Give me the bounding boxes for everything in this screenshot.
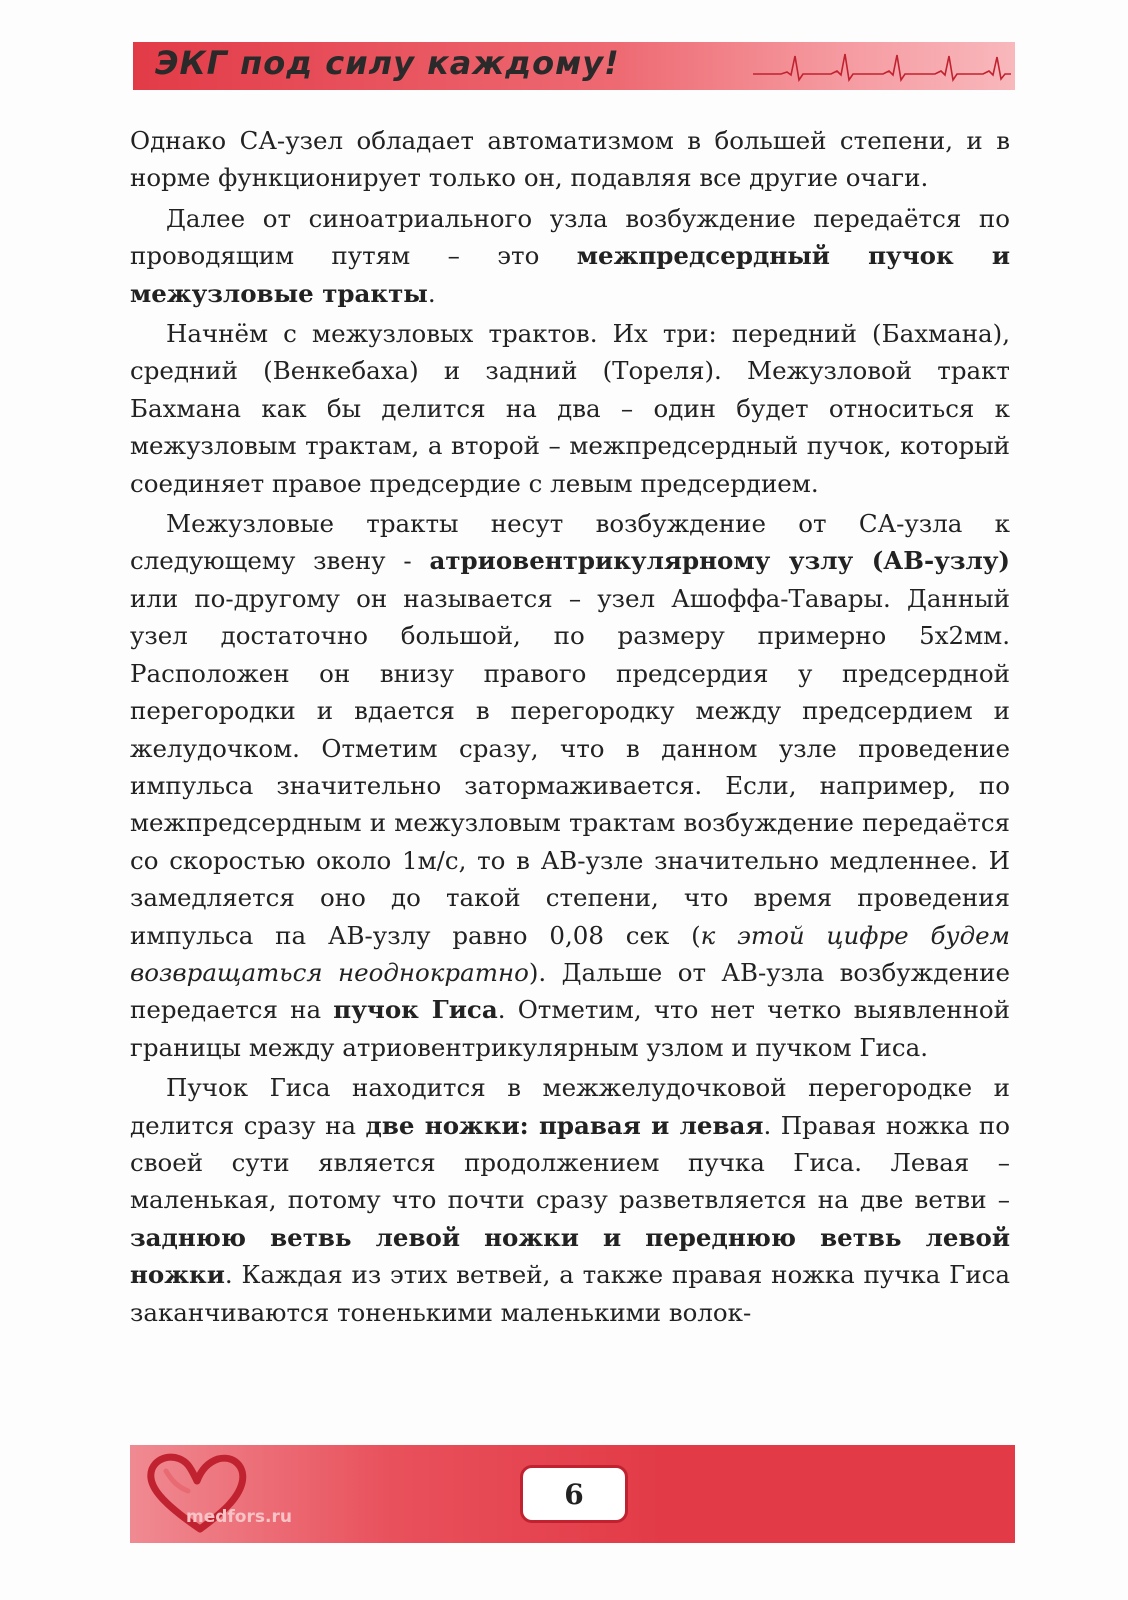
text-run: Далее от синоатриального узла возбуждение передаётся по проводящим путям – это [130, 203, 1010, 271]
header-title: ЭКГ под силу каждому! [155, 44, 620, 82]
bold-text: атриовентрикулярному узлу (АВ-узлу) [429, 546, 1011, 576]
text-run: . [427, 278, 436, 308]
text-run: Пучок Гиса находится в межжелудочковой перегородке и делится сразу на [130, 1073, 1010, 1140]
text-run: или по-другому он называется – узел Ашоффа-Тавары. Данный узел достаточно большой, по размеру примерно 5х2мм. Расположен он внизу правого предсердия у предсердной перегородки и вдается в перегородку между предсердием и желудочком. Отметим сразу, что в данном узле проведение импульса значительно затормаживается. Если, например, по межпредсердным и межузловым трактам возбуждение передаётся со скоростью около 1м/с, то в АВ-узле значительно медленнее. И замедляется оно до такой степени, что время проведения импульса па АВ-узлу равно 0,08 сек ( [130, 583, 1010, 950]
paragraph-4 [130, 505, 1010, 1066]
bold-text: заднюю ветвь левой ножки и переднюю ветвь левой ножки [130, 1222, 1010, 1290]
text-run: Однако СА-узел обладает автоматизмом в большей степени, и в норме функционирует только он, подавляя все другие очаги. [130, 126, 1010, 193]
heart-logo-icon [142, 1451, 292, 1541]
header-banner [133, 42, 1015, 90]
italic-text: к этой цифре будем возвращаться неоднократно [130, 920, 1010, 987]
paragraph-1 [130, 122, 1010, 197]
bold-text: две ножки: правая и левая [365, 1110, 764, 1140]
logo-text: medfors.ru [186, 1507, 292, 1527]
bold-text: пучок Гиса [333, 995, 498, 1025]
footer-banner [130, 1445, 1015, 1543]
text-run: . Отметим, что нет четко выявленной границы между атриовентрикулярным узлом и пучком Гиса. [130, 995, 1010, 1062]
bold-text: межпредсердный пучок и межузловые тракты [130, 241, 1010, 308]
text-run: . Каждая из этих ветвей, а также правая ножка пучка Гиса заканчиваются тоненькими маленькими волок- [130, 1260, 1010, 1327]
text-run: Начнём с межузловых трактов. Их три: передний (Бахмана), средний (Венкебаха) и задний (Тореля). Межузловой тракт Бахмана как бы делится на два – один будет относиться к межузловым трактам, а второй – межпредсердный пучок, который соединяет правое предсердие с левым предсердием. [130, 319, 1010, 498]
text-run: Межузловые тракты несут возбуждение от СА-узла к следующему звену - [130, 509, 1010, 576]
paragraph-2 [130, 200, 1010, 312]
page-number: 6 [520, 1465, 628, 1523]
text-run: ). Дальше от АВ-узла возбуждение передается на [130, 957, 1010, 1025]
paragraph-5 [130, 1069, 1010, 1331]
text-run: . Правая ножка по своей сути является продолжением пучка Гиса. Левая – маленькая, потому что почти сразу разветвляется на две ветви – [130, 1110, 1010, 1215]
ecg-waveform-icon [753, 48, 1011, 84]
paragraph-3 [130, 315, 1010, 502]
main-text [130, 122, 1010, 1334]
